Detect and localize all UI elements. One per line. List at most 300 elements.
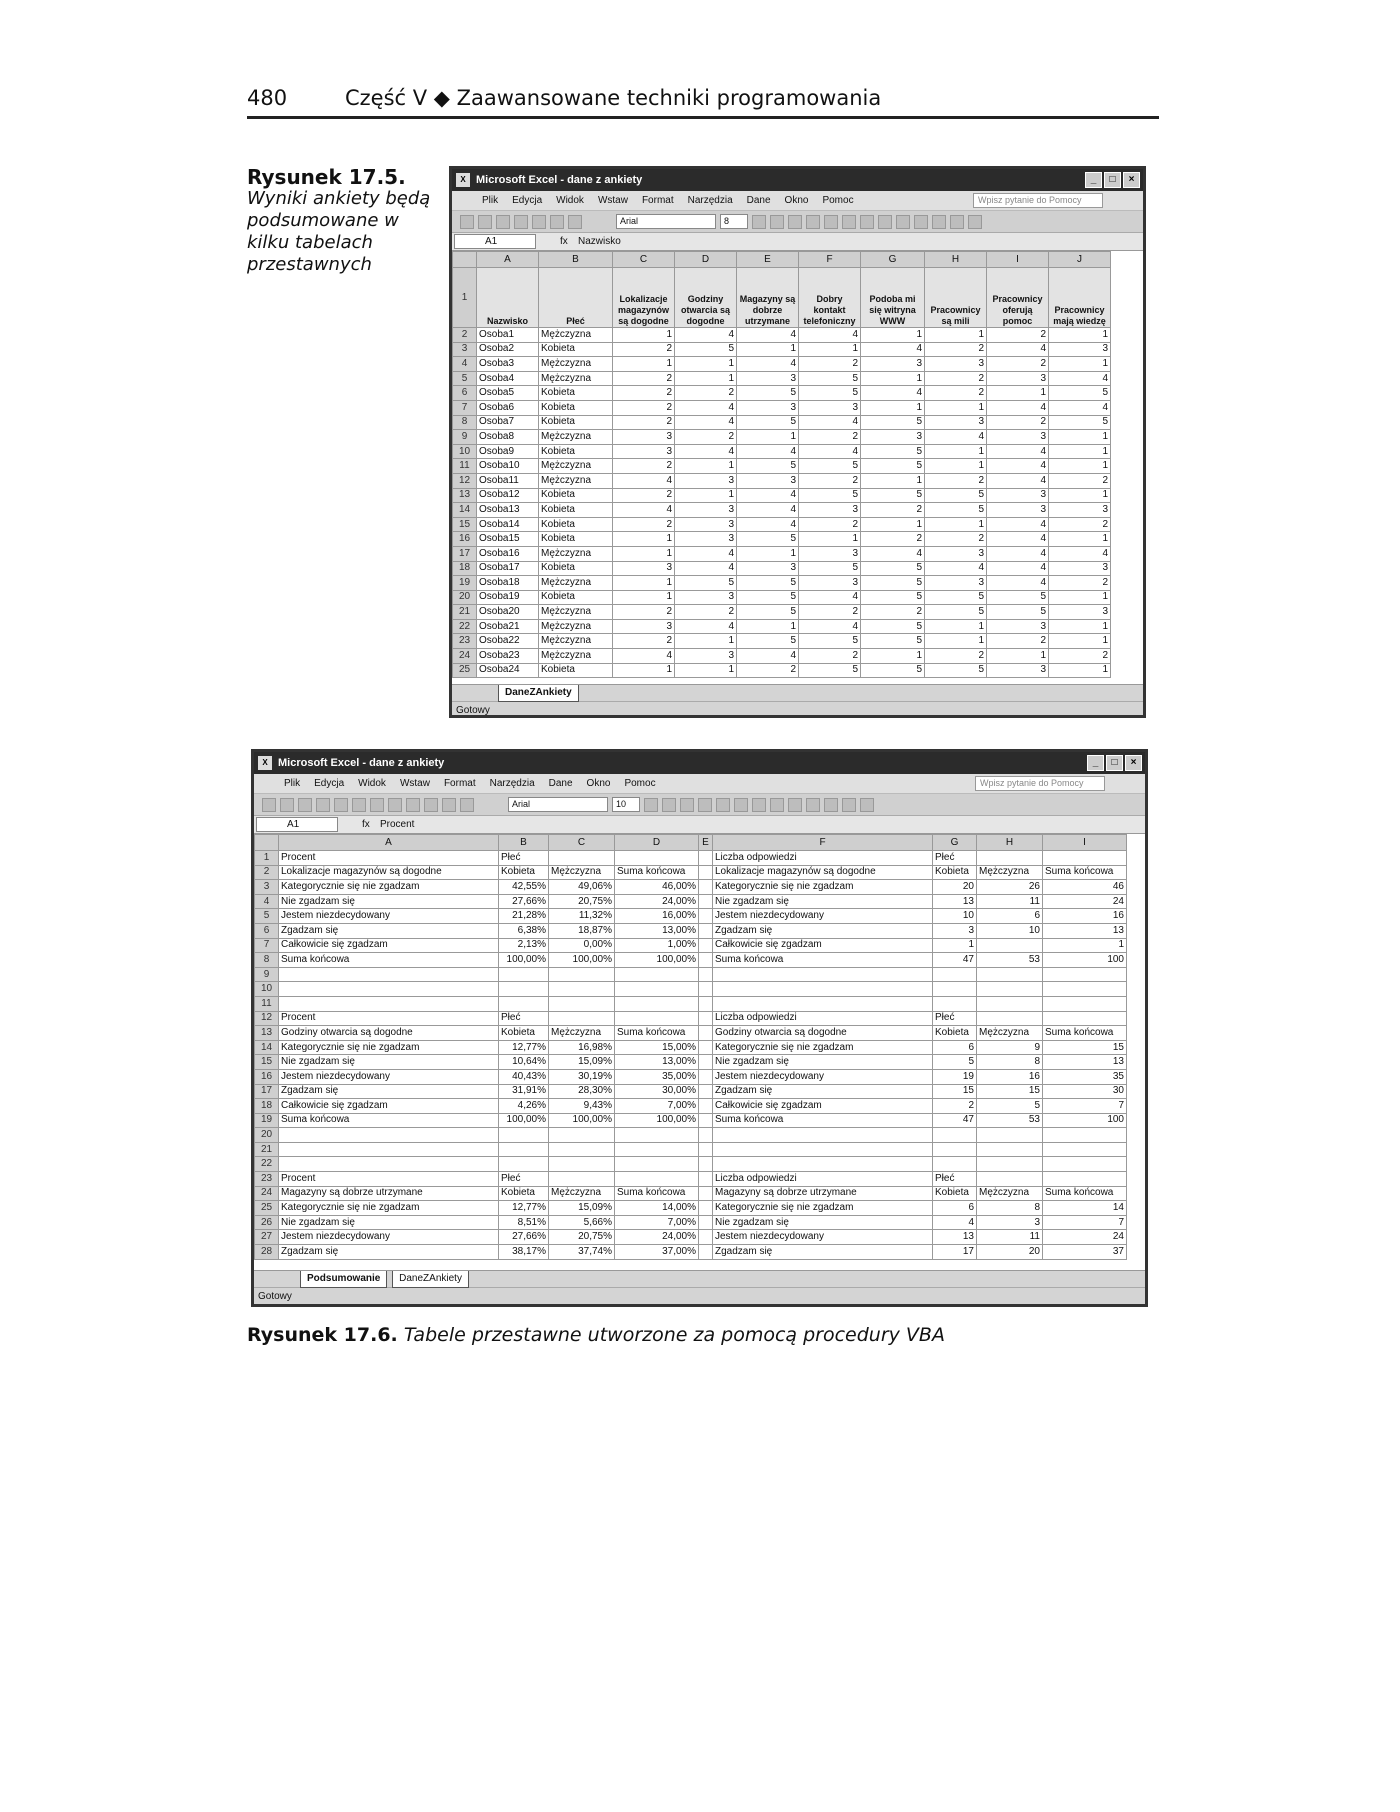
cell[interactable]: 1 (861, 473, 925, 488)
cell[interactable] (699, 1011, 713, 1026)
row-number[interactable]: 22 (255, 1157, 279, 1172)
cell[interactable]: 4 (613, 503, 675, 518)
cell[interactable] (1043, 1011, 1127, 1026)
cell[interactable]: Osoba13 (477, 503, 539, 518)
row-number[interactable]: 14 (255, 1040, 279, 1055)
cell[interactable]: 13 (933, 1230, 977, 1245)
help-search-input[interactable]: Wpisz pytanie do Pomocy (973, 193, 1103, 208)
cell[interactable]: Osoba24 (477, 663, 539, 678)
cell[interactable]: 1 (799, 342, 861, 357)
menu-item[interactable]: Okno (784, 195, 809, 206)
cell[interactable]: Mężczyzna (977, 865, 1043, 880)
cell[interactable]: 5 (977, 1099, 1043, 1114)
cell[interactable] (977, 1172, 1043, 1187)
cell[interactable] (549, 1157, 615, 1172)
cell[interactable]: Płeć (499, 1011, 549, 1026)
cell[interactable]: 5 (737, 532, 799, 547)
cell[interactable]: 6 (977, 909, 1043, 924)
cell[interactable]: 2 (613, 415, 675, 430)
cell[interactable] (1043, 851, 1127, 866)
new-file-icon[interactable] (262, 798, 276, 812)
cell[interactable]: 5 (933, 1055, 977, 1070)
cell[interactable]: 53 (977, 953, 1043, 968)
cell[interactable]: 100,00% (549, 953, 615, 968)
cell[interactable]: Jestem niezdecydowany (713, 1069, 933, 1084)
field-header[interactable]: Godziny otwarcia są dogodne (675, 268, 737, 328)
cell[interactable]: 1 (737, 342, 799, 357)
cell[interactable]: 4 (799, 328, 861, 343)
cell[interactable]: Procent (279, 851, 499, 866)
cell[interactable]: 3 (925, 357, 987, 372)
cell[interactable]: Kobieta (499, 1026, 549, 1041)
cell[interactable] (279, 996, 499, 1011)
cell[interactable] (699, 1128, 713, 1143)
cell[interactable]: 3 (987, 619, 1049, 634)
cell[interactable] (713, 967, 933, 982)
cell[interactable]: 2 (933, 1099, 977, 1114)
cell[interactable]: 1 (987, 386, 1049, 401)
column-header[interactable]: F (713, 835, 933, 851)
cell[interactable]: 5 (987, 605, 1049, 620)
cell[interactable]: 2 (925, 386, 987, 401)
cell[interactable]: 1 (861, 371, 925, 386)
cell[interactable] (499, 1157, 549, 1172)
cell[interactable]: Mężczyzna (977, 1026, 1043, 1041)
cell[interactable]: 35,00% (615, 1069, 699, 1084)
cell[interactable]: Kategorycznie się nie zgadzam (279, 1201, 499, 1216)
help-search-input[interactable]: Wpisz pytanie do Pomocy (975, 776, 1105, 791)
column-header[interactable]: E (737, 252, 799, 268)
row-number[interactable]: 22 (453, 619, 477, 634)
cell[interactable] (933, 967, 977, 982)
cell[interactable]: Osoba21 (477, 619, 539, 634)
cell[interactable]: 8 (977, 1055, 1043, 1070)
sort-icon[interactable] (424, 798, 438, 812)
cell[interactable]: 37,74% (549, 1245, 615, 1260)
cell[interactable]: Osoba15 (477, 532, 539, 547)
cell[interactable]: 2 (925, 649, 987, 664)
align-left-icon[interactable] (806, 215, 820, 229)
menu-item[interactable]: Pomoc (624, 778, 656, 789)
name-box[interactable]: A1 (256, 817, 338, 832)
cell[interactable]: 3 (977, 1215, 1043, 1230)
cell[interactable]: 9,43% (549, 1099, 615, 1114)
cell[interactable]: 5 (1049, 415, 1111, 430)
cell[interactable]: 16,00% (615, 909, 699, 924)
cell[interactable] (699, 1084, 713, 1099)
cell[interactable]: Osoba8 (477, 430, 539, 445)
cell[interactable] (933, 1128, 977, 1143)
formula-value[interactable]: Nazwisko (578, 236, 621, 247)
cell[interactable]: 2 (613, 488, 675, 503)
cell[interactable]: Płeć (499, 1172, 549, 1187)
cell[interactable] (699, 923, 713, 938)
cell[interactable] (699, 1245, 713, 1260)
cell[interactable]: 1 (861, 400, 925, 415)
spelling-icon[interactable] (352, 798, 366, 812)
field-header[interactable]: Pracownicy oferują pomoc (987, 268, 1049, 328)
percent-icon[interactable] (788, 798, 802, 812)
cell[interactable] (713, 982, 933, 997)
cell[interactable]: 5 (925, 605, 987, 620)
cell[interactable]: Mężczyzna (549, 1026, 615, 1041)
row-number[interactable]: 19 (255, 1113, 279, 1128)
cell[interactable] (699, 1055, 713, 1070)
cell[interactable]: 3 (675, 649, 737, 664)
cell[interactable]: Mężczyzna (549, 1186, 615, 1201)
cell[interactable]: 4 (987, 473, 1049, 488)
cell[interactable]: 11 (977, 1230, 1043, 1245)
cell[interactable]: 4 (933, 1215, 977, 1230)
cell[interactable]: 30,19% (549, 1069, 615, 1084)
cell[interactable]: 8 (977, 1201, 1043, 1216)
cell[interactable]: 5 (925, 663, 987, 678)
column-header[interactable] (453, 252, 477, 268)
cell[interactable] (699, 909, 713, 924)
cell[interactable]: 4 (675, 415, 737, 430)
sheet-tab-danezankiety[interactable]: DaneZAnkiety (498, 685, 579, 702)
save-icon[interactable] (496, 215, 510, 229)
cell[interactable]: Osoba11 (477, 473, 539, 488)
cell[interactable]: 3 (1049, 561, 1111, 576)
column-header[interactable]: A (279, 835, 499, 851)
cell[interactable]: 2 (1049, 649, 1111, 664)
row-number[interactable]: 17 (453, 546, 477, 561)
cell[interactable] (615, 967, 699, 982)
cell[interactable]: 24 (1043, 1230, 1127, 1245)
open-file-icon[interactable] (280, 798, 294, 812)
cell[interactable]: 7,00% (615, 1215, 699, 1230)
cell[interactable]: 5 (799, 459, 861, 474)
cell[interactable] (1043, 1172, 1127, 1187)
cell[interactable]: 2 (925, 371, 987, 386)
cell[interactable]: 0,00% (549, 938, 615, 953)
cell[interactable]: 2 (675, 430, 737, 445)
row-number[interactable]: 1 (453, 268, 477, 328)
percent-icon[interactable] (896, 215, 910, 229)
cell[interactable]: 24,00% (615, 894, 699, 909)
cell[interactable]: 15,00% (615, 1040, 699, 1055)
cell[interactable]: 5 (799, 386, 861, 401)
field-header[interactable]: Nazwisko (477, 268, 539, 328)
italic-icon[interactable] (662, 798, 676, 812)
cell[interactable]: 2 (613, 371, 675, 386)
cell[interactable]: Magazyny są dobrze utrzymane (279, 1186, 499, 1201)
cell[interactable]: Kobieta (539, 590, 613, 605)
cell[interactable]: 1 (675, 459, 737, 474)
cell[interactable]: 49,06% (549, 880, 615, 895)
cell[interactable]: 3 (987, 503, 1049, 518)
cell[interactable]: 2 (613, 459, 675, 474)
cell[interactable]: Zgadzam się (713, 1084, 933, 1099)
row-number[interactable]: 3 (453, 342, 477, 357)
cell[interactable] (713, 1157, 933, 1172)
cell[interactable]: 1 (1049, 444, 1111, 459)
cell[interactable]: Mężczyzna (977, 1186, 1043, 1201)
cell[interactable]: 3 (799, 503, 861, 518)
column-header[interactable]: E (699, 835, 713, 851)
row-number[interactable]: 24 (255, 1186, 279, 1201)
column-header[interactable]: B (499, 835, 549, 851)
cell[interactable]: Osoba7 (477, 415, 539, 430)
cell[interactable]: Suma końcowa (1043, 1026, 1127, 1041)
cell[interactable] (699, 1040, 713, 1055)
cell[interactable]: 3 (925, 546, 987, 561)
row-number[interactable]: 3 (255, 880, 279, 895)
cell[interactable]: 100,00% (615, 1113, 699, 1128)
cell[interactable] (699, 1099, 713, 1114)
cell[interactable]: 2 (613, 342, 675, 357)
cell[interactable]: 5 (861, 576, 925, 591)
cell[interactable]: 37,00% (615, 1245, 699, 1260)
cell[interactable] (977, 938, 1043, 953)
menu-item[interactable]: Wstaw (399, 778, 430, 789)
cell[interactable]: 9 (977, 1040, 1043, 1055)
cell[interactable]: 1 (925, 619, 987, 634)
menu-item[interactable]: Pomoc (822, 195, 854, 206)
cell[interactable]: 3 (1049, 605, 1111, 620)
name-box[interactable]: A1 (454, 234, 536, 249)
row-number[interactable]: 15 (453, 517, 477, 532)
cell[interactable] (499, 996, 549, 1011)
column-header[interactable]: C (549, 835, 615, 851)
cell[interactable]: 1 (987, 649, 1049, 664)
cell[interactable]: 5 (925, 590, 987, 605)
field-header[interactable]: Podoba mi się witryna WWW (861, 268, 925, 328)
cell[interactable]: 4,26% (499, 1099, 549, 1114)
italic-icon[interactable] (770, 215, 784, 229)
row-number[interactable]: 1 (255, 851, 279, 866)
cell[interactable]: 1 (675, 488, 737, 503)
underline-icon[interactable] (788, 215, 802, 229)
cell[interactable]: 3 (1049, 503, 1111, 518)
cell[interactable]: 13,00% (615, 923, 699, 938)
cell[interactable]: 3 (799, 576, 861, 591)
cell[interactable]: 6 (933, 1201, 977, 1216)
cell[interactable]: 14,00% (615, 1201, 699, 1216)
font-name-select[interactable]: Arial (508, 797, 608, 812)
open-file-icon[interactable] (478, 215, 492, 229)
cell[interactable] (699, 938, 713, 953)
column-header[interactable]: C (613, 252, 675, 268)
close-icon[interactable]: × (1123, 172, 1140, 188)
menu-item[interactable]: Narzędzia (489, 778, 535, 789)
cell[interactable]: 2 (675, 605, 737, 620)
cell[interactable]: 27,66% (499, 894, 549, 909)
cell[interactable]: 5 (861, 488, 925, 503)
merge-icon[interactable] (752, 798, 766, 812)
menu-item[interactable]: Widok (358, 778, 386, 789)
cell[interactable]: 11 (977, 894, 1043, 909)
cell[interactable]: Suma końcowa (1043, 1186, 1127, 1201)
row-number[interactable]: 2 (453, 328, 477, 343)
cell[interactable]: 5 (737, 459, 799, 474)
cell[interactable]: 1 (675, 634, 737, 649)
cell[interactable]: Kategorycznie się nie zgadzam (279, 1040, 499, 1055)
cell[interactable] (615, 851, 699, 866)
cell[interactable]: Osoba3 (477, 357, 539, 372)
cell[interactable]: 4 (987, 561, 1049, 576)
cell[interactable]: 1 (1043, 938, 1127, 953)
cell[interactable]: 17 (933, 1245, 977, 1260)
cell[interactable]: 1,00% (615, 938, 699, 953)
row-number[interactable]: 20 (453, 590, 477, 605)
font-size-select[interactable]: 8 (720, 214, 748, 229)
cell[interactable]: 15,09% (549, 1201, 615, 1216)
cell[interactable]: 4 (799, 415, 861, 430)
row-number[interactable]: 11 (453, 459, 477, 474)
cell[interactable]: 8,51% (499, 1215, 549, 1230)
row-number[interactable]: 21 (255, 1142, 279, 1157)
cell[interactable]: 1 (1049, 634, 1111, 649)
cell[interactable]: 4 (737, 328, 799, 343)
fill-color-icon[interactable] (842, 798, 856, 812)
indent-icon[interactable] (914, 215, 928, 229)
column-header[interactable]: H (977, 835, 1043, 851)
cell[interactable]: 3 (987, 663, 1049, 678)
cell[interactable]: 24 (1043, 894, 1127, 909)
cell[interactable]: 13,00% (615, 1055, 699, 1070)
cell[interactable]: Kobieta (499, 865, 549, 880)
cell[interactable]: 7,00% (615, 1099, 699, 1114)
cell[interactable]: 1 (799, 532, 861, 547)
row-number[interactable]: 13 (255, 1026, 279, 1041)
cell[interactable]: Liczba odpowiedzi (713, 851, 933, 866)
cell[interactable]: 4 (987, 576, 1049, 591)
cell[interactable]: 1 (675, 371, 737, 386)
row-number[interactable]: 25 (255, 1201, 279, 1216)
cell[interactable]: 4 (675, 561, 737, 576)
cell[interactable]: Suma końcowa (279, 953, 499, 968)
cell[interactable]: 4 (861, 386, 925, 401)
cell[interactable]: 2 (925, 342, 987, 357)
cell[interactable] (933, 1142, 977, 1157)
row-number[interactable]: 9 (453, 430, 477, 445)
cell[interactable]: Płeć (933, 851, 977, 866)
row-number[interactable]: 5 (453, 371, 477, 386)
cell[interactable]: Nie zgadzam się (279, 1055, 499, 1070)
cell[interactable]: Kobieta (539, 663, 613, 678)
cell[interactable]: Osoba17 (477, 561, 539, 576)
cell[interactable]: 20 (933, 880, 977, 895)
row-number[interactable]: 8 (255, 953, 279, 968)
cell[interactable]: 4 (737, 517, 799, 532)
column-header[interactable]: D (675, 252, 737, 268)
cell[interactable]: 2 (987, 357, 1049, 372)
cell[interactable]: Mężczyzna (549, 865, 615, 880)
close-icon[interactable]: × (1125, 755, 1142, 771)
cell[interactable]: 4 (675, 619, 737, 634)
cell[interactable]: 12,77% (499, 1201, 549, 1216)
bold-icon[interactable] (644, 798, 658, 812)
sheet-tab-podsumowanie[interactable]: Podsumowanie (300, 1271, 387, 1288)
row-number[interactable]: 5 (255, 909, 279, 924)
column-header[interactable]: I (1043, 835, 1127, 851)
cell[interactable]: 100 (1043, 1113, 1127, 1128)
cell[interactable]: 1 (1049, 532, 1111, 547)
cell[interactable]: 12,77% (499, 1040, 549, 1055)
new-file-icon[interactable] (460, 215, 474, 229)
cell[interactable] (977, 1142, 1043, 1157)
cell[interactable] (279, 967, 499, 982)
cell[interactable] (699, 1186, 713, 1201)
preview-icon[interactable] (334, 798, 348, 812)
cell[interactable] (615, 1157, 699, 1172)
cell[interactable] (1043, 1128, 1127, 1143)
cell[interactable]: Mężczyzna (539, 605, 613, 620)
cell[interactable]: Osoba20 (477, 605, 539, 620)
field-header[interactable]: Pracownicy są mili (925, 268, 987, 328)
cell[interactable]: 2 (1049, 576, 1111, 591)
print-icon[interactable] (514, 215, 528, 229)
cell[interactable]: Procent (279, 1172, 499, 1187)
cell[interactable]: Mężczyzna (539, 430, 613, 445)
cell[interactable]: Osoba2 (477, 342, 539, 357)
cell[interactable]: Suma końcowa (713, 953, 933, 968)
cell[interactable] (1043, 982, 1127, 997)
cell[interactable] (549, 996, 615, 1011)
help-icon[interactable] (460, 798, 474, 812)
cell[interactable]: Mężczyzna (539, 634, 613, 649)
cell[interactable]: Kategorycznie się nie zgadzam (713, 880, 933, 895)
cell[interactable]: Nie zgadzam się (279, 894, 499, 909)
column-header[interactable] (255, 835, 279, 851)
cell[interactable]: 5 (737, 386, 799, 401)
cell[interactable]: Procent (279, 1011, 499, 1026)
cell[interactable]: 5 (737, 576, 799, 591)
cell[interactable]: 20 (977, 1245, 1043, 1260)
cell[interactable]: 2 (675, 386, 737, 401)
cell[interactable]: 24,00% (615, 1230, 699, 1245)
cell[interactable]: 15,09% (549, 1055, 615, 1070)
cell[interactable]: 1 (1049, 619, 1111, 634)
cell[interactable]: Zgadzam się (279, 1245, 499, 1260)
field-header[interactable]: Pracownicy mają wiedzę (1049, 268, 1111, 328)
cell[interactable]: 19 (933, 1069, 977, 1084)
cell[interactable]: Osoba14 (477, 517, 539, 532)
font-size-select[interactable]: 10 (612, 797, 640, 812)
cell[interactable]: 2 (613, 605, 675, 620)
cell[interactable]: 1 (925, 634, 987, 649)
cell[interactable]: 5 (861, 444, 925, 459)
cell[interactable]: 1 (925, 459, 987, 474)
column-header[interactable]: G (933, 835, 977, 851)
cell[interactable]: 2 (987, 415, 1049, 430)
cell[interactable]: 38,17% (499, 1245, 549, 1260)
cell[interactable]: 1 (613, 590, 675, 605)
minimize-icon[interactable]: _ (1087, 755, 1104, 771)
cell[interactable]: 2 (925, 532, 987, 547)
cell[interactable]: Osoba6 (477, 400, 539, 415)
row-number[interactable]: 9 (255, 967, 279, 982)
cell[interactable] (615, 1011, 699, 1026)
cell[interactable] (499, 1128, 549, 1143)
row-number[interactable]: 18 (255, 1099, 279, 1114)
cell[interactable]: 2 (925, 473, 987, 488)
cell[interactable]: 30,00% (615, 1084, 699, 1099)
underline-icon[interactable] (680, 798, 694, 812)
cell[interactable]: Płeć (933, 1011, 977, 1026)
cell[interactable]: 2,13% (499, 938, 549, 953)
cell[interactable] (699, 953, 713, 968)
cell[interactable]: Osoba1 (477, 328, 539, 343)
row-number[interactable]: 28 (255, 1245, 279, 1260)
cell[interactable]: 100,00% (499, 953, 549, 968)
cell[interactable]: 27,66% (499, 1230, 549, 1245)
row-number[interactable]: 4 (453, 357, 477, 372)
row-number[interactable]: 23 (453, 634, 477, 649)
cell[interactable]: 11,32% (549, 909, 615, 924)
